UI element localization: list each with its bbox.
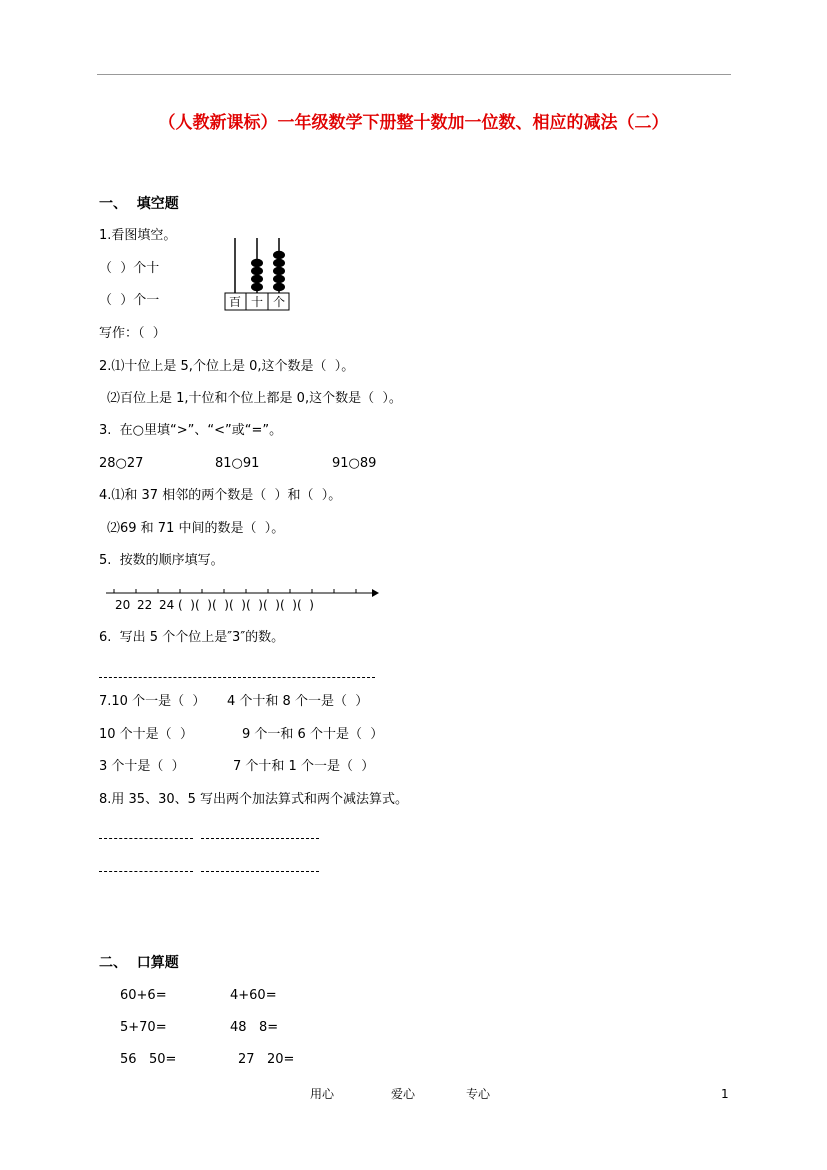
- number-line-label: 20: [115, 598, 131, 612]
- number-line-blanks: ( )( )( )( )( )( )( )( ): [178, 598, 314, 612]
- abacus-diagram: [222, 234, 292, 314]
- answer-line: [201, 838, 319, 839]
- question-2-part-1: 2.⑴十位上是 5,个位上是 0,这个数是（ ）。: [99, 359, 355, 374]
- page-number: 1: [721, 1087, 729, 1101]
- question-1-prompt: 1.看图填空。: [99, 228, 177, 243]
- question-3-prompt: 3. 在○里填“>”、“<”或“=”。: [99, 423, 283, 438]
- number-line-label: 24: [159, 598, 175, 612]
- abacus-label-tens: 十: [250, 295, 264, 309]
- abacus-bead: [273, 283, 285, 291]
- footer-item: 用心: [310, 1087, 335, 1101]
- question-4-part-1: 4.⑴和 37 相邻的两个数是（ ）和（ ）。: [99, 488, 342, 503]
- abacus-bead: [251, 267, 263, 275]
- abacus-bead: [251, 275, 263, 283]
- question-7-item: 10 个十是（ ）: [99, 727, 193, 742]
- mental-math-item: 4+60=: [230, 988, 277, 1003]
- abacus-bead: [251, 259, 263, 267]
- question-1-write: 写作：（ ）: [99, 326, 166, 341]
- question-7-item: 7 个十和 1 个一是（ ）: [233, 759, 375, 774]
- mental-math-item: 5+70=: [120, 1020, 167, 1035]
- abacus-bead: [251, 283, 263, 291]
- question-4-part-2: ⑵69 和 71 中间的数是（ ）。: [107, 521, 285, 536]
- abacus-bead: [273, 259, 285, 267]
- header-rule: [97, 74, 731, 75]
- abacus-bead: [273, 251, 285, 259]
- question-8-prompt: 8.用 35、30、5 写出两个加法算式和两个减法算式。: [99, 792, 409, 807]
- question-3-item: 91○89: [332, 456, 377, 471]
- answer-line: [99, 871, 193, 872]
- abacus-label-ones: 个: [272, 295, 286, 309]
- answer-line: [99, 677, 375, 678]
- abacus-bead: [273, 267, 285, 275]
- question-3-item: 81○91: [215, 456, 260, 471]
- abacus-bead: [273, 275, 285, 283]
- number-line-label: 22: [137, 598, 153, 612]
- question-3-item: 28○27: [99, 456, 144, 471]
- document-title: （人教新课标）一年级数学下册整十数加一位数、相应的减法（二）: [158, 113, 669, 133]
- question-7-item: 3 个十是（ ）: [99, 759, 185, 774]
- footer-item: 专心: [466, 1087, 491, 1101]
- footer-item: 爱心: [391, 1087, 416, 1101]
- section-heading-mental-math: 二、 口算题: [99, 955, 179, 971]
- question-7-item: 4 个十和 8 个一是（ ）: [227, 694, 369, 709]
- mental-math-item: 60+6=: [120, 988, 167, 1003]
- mental-math-item: 48 8=: [230, 1020, 279, 1035]
- mental-math-item: 56 50=: [120, 1052, 177, 1067]
- mental-math-item: 27 20=: [238, 1052, 295, 1067]
- question-7-item: 9 个一和 6 个十是（ ）: [242, 727, 384, 742]
- answer-line: [201, 871, 319, 872]
- section-heading-fill-blanks: 一、 填空题: [99, 196, 179, 212]
- abacus-label-hundreds: 百: [228, 295, 242, 309]
- question-2-part-2: ⑵百位上是 1,十位和个位上都是 0,这个数是（ ）。: [107, 391, 402, 406]
- question-6-prompt: 6. 写出 5 个个位上是″3″的数。: [99, 630, 285, 645]
- question-1-tens: （ ）个十: [99, 261, 160, 276]
- answer-line: [99, 838, 193, 839]
- question-5-prompt: 5. 按数的顺序填写。: [99, 553, 224, 568]
- question-1-ones: （ ）个一: [99, 293, 160, 308]
- question-7-item: 7.10 个一是（ ）: [99, 694, 206, 709]
